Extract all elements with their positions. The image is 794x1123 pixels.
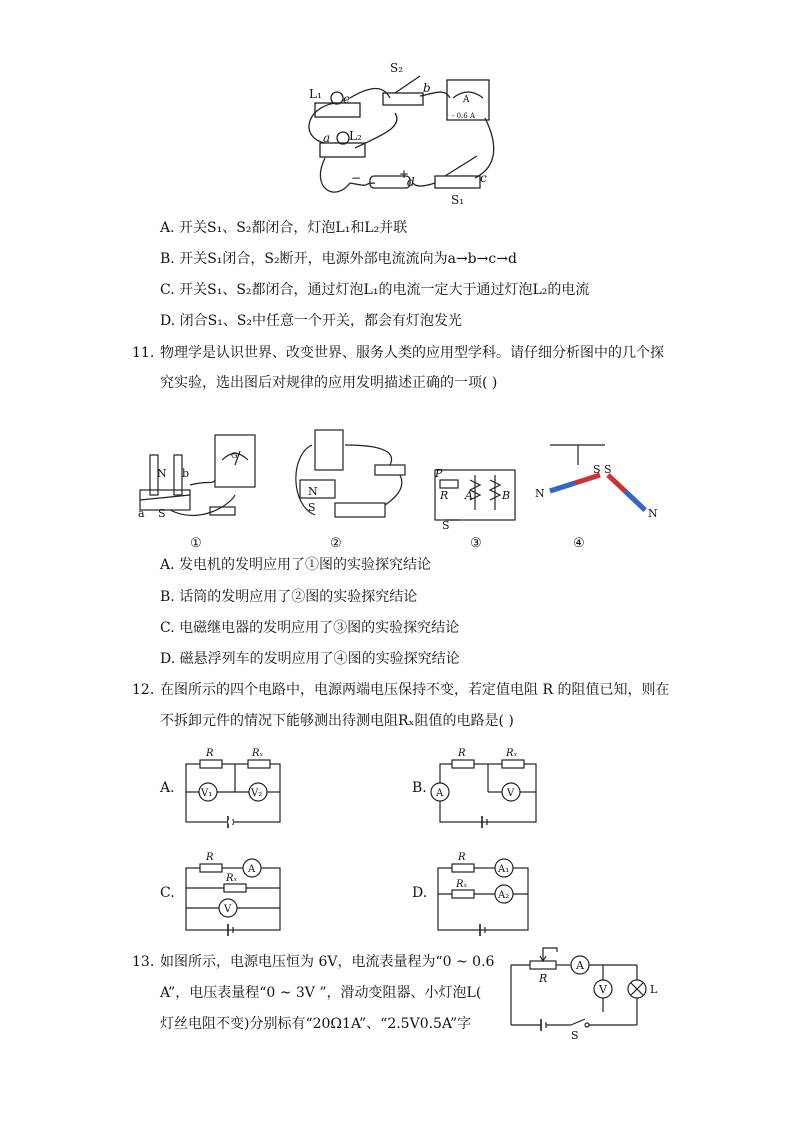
label-b3: B xyxy=(502,489,511,502)
q13-number: 13. xyxy=(132,954,155,970)
q12-stem-line1: 在图所示的四个电路中，电源两端电压保持不变，若定值电阻 R 的阻值已知，则在 xyxy=(160,682,670,698)
label-r: R xyxy=(458,748,466,759)
label-a: a xyxy=(323,131,331,145)
label-a1: a xyxy=(138,507,145,520)
label-v1: V₁ xyxy=(201,788,213,799)
option-text: 开关S₁、S₂都闭合，通过灯泡L₁的电流一定大于通过灯泡L₂的电流 xyxy=(179,282,590,298)
label-a: A xyxy=(248,864,256,875)
label-s2: S xyxy=(308,501,316,514)
caption-1: ① xyxy=(190,536,202,551)
label-rx: Rₓ xyxy=(506,748,518,759)
option-letter: D. xyxy=(160,651,176,667)
label-l: L xyxy=(650,983,658,996)
caption-4: ④ xyxy=(573,536,585,551)
label-a: A xyxy=(436,788,444,799)
label-e: e xyxy=(343,92,351,106)
label-v: V xyxy=(224,904,232,915)
label-minus: − xyxy=(351,171,362,185)
q10-circuit-figure xyxy=(295,58,505,208)
caption-2: ② xyxy=(330,536,342,551)
label-v: V xyxy=(599,983,607,996)
label-s2: S₂ xyxy=(390,61,404,75)
label-v: V xyxy=(507,788,515,799)
label-plus: + xyxy=(399,167,410,181)
q12-option-a-letter[interactable]: A. xyxy=(160,780,175,796)
label-a3: A xyxy=(465,489,473,502)
option-letter: D. xyxy=(160,313,176,329)
q10-option-b[interactable] xyxy=(160,249,517,269)
label-s3: S xyxy=(442,519,450,532)
q11-option-a[interactable] xyxy=(160,555,431,575)
option-text: 开关S₁、S₂都闭合，灯泡L₁和L₂并联 xyxy=(179,220,408,236)
q13-stem-line1: 如图所示，电源电压恒为 6V，电流表量程为“0 ~ 0.6 xyxy=(160,954,495,970)
label-r: R xyxy=(539,972,548,985)
option-letter: B. xyxy=(160,251,175,267)
q13-stem-line2: A”，电压表量程“0 ~ 3V ”，滑动变阻器、小灯泡L( xyxy=(160,985,482,1001)
label-b1: b xyxy=(182,467,190,480)
q11-option-b[interactable] xyxy=(160,587,417,607)
option-letter: C. xyxy=(160,620,175,636)
label-v2: V₂ xyxy=(251,788,263,799)
q13-circuit-figure xyxy=(505,940,665,1040)
label-b: b xyxy=(423,81,431,95)
q10-option-a[interactable] xyxy=(160,218,407,238)
label-l2: L₂ xyxy=(349,129,362,143)
label-g: G xyxy=(231,451,238,460)
q13-stem-line3: 灯丝电阻不变)分别标有“20Ω1A”、“2.5V0.5A”字 xyxy=(160,1016,472,1032)
option-text: 闭合S₁、S₂中任意一个开关，都会有灯泡发光 xyxy=(179,313,463,329)
label-rx: Rₓ xyxy=(226,873,238,884)
label-a1: A₁ xyxy=(498,864,510,875)
label-c: c xyxy=(480,171,487,185)
label-rx: Rₓ xyxy=(252,748,264,759)
q11-number: 11. xyxy=(132,345,155,361)
label-d: d xyxy=(407,175,415,189)
label-l1: L₁ xyxy=(309,87,322,101)
q11-figures xyxy=(130,425,670,555)
label-s1: S xyxy=(158,507,166,520)
q12-circuit-a xyxy=(180,742,290,832)
label-r: R xyxy=(206,748,214,759)
option-letter: B. xyxy=(160,589,175,605)
label-meter: A xyxy=(463,95,470,105)
q10-option-c[interactable] xyxy=(160,280,589,300)
label-s1: S₁ xyxy=(451,193,465,207)
option-text: 发电机的发明应用了①图的实验探究结论 xyxy=(179,557,432,573)
option-letter: C. xyxy=(160,282,175,298)
q12-stem-line2: 不拆卸元件的情况下能够测出待测电阻Rₓ阻值的电路是( ) xyxy=(160,713,514,729)
q12-option-b-letter[interactable]: B. xyxy=(412,780,427,796)
q11-option-c[interactable] xyxy=(160,618,459,638)
label-r: R xyxy=(458,852,466,863)
label-ss: S S xyxy=(593,463,612,476)
q12-option-d-letter[interactable]: D. xyxy=(412,885,428,901)
q12-number: 12. xyxy=(132,682,155,698)
label-r: R xyxy=(206,852,214,863)
label-n1: N xyxy=(157,467,167,480)
option-text: 开关S₁闭合，S₂断开，电源外部电流流向为a→b→c→d xyxy=(179,251,517,267)
label-a: A xyxy=(576,959,584,972)
label-p: P xyxy=(435,467,443,480)
q12-circuit-d xyxy=(430,846,540,938)
q11-stem-line1: 物理学是认识世界、改变世界、服务人类的应用型学科。请仔细分析图中的几个探 xyxy=(160,345,664,361)
option-letter: A. xyxy=(160,557,175,573)
label-meter-range: - 0.6 A xyxy=(452,112,476,120)
label-n4a: N xyxy=(535,487,545,500)
label-n4b: N xyxy=(648,507,658,520)
option-text: 电磁继电器的发明应用了③图的实验探究结论 xyxy=(179,620,460,636)
q11-option-d[interactable] xyxy=(160,649,460,669)
label-s: S xyxy=(571,1029,579,1040)
label-rx: Rₓ xyxy=(456,879,468,890)
q12-option-c-letter[interactable]: C. xyxy=(160,885,175,901)
caption-3: ③ xyxy=(470,536,482,551)
option-text: 话筒的发明应用了②图的实验探究结论 xyxy=(179,589,418,605)
q11-stem-line2: 究实验，选出图后对规律的应用发明描述正确的一项( ) xyxy=(160,375,498,391)
q12-circuit-c xyxy=(180,846,290,938)
q12-circuit-b xyxy=(430,742,545,832)
label-a2: A₂ xyxy=(498,890,510,901)
option-letter: A. xyxy=(160,220,175,236)
label-r: R xyxy=(440,489,449,502)
q10-option-d[interactable] xyxy=(160,311,462,331)
option-text: 磁悬浮列车的发明应用了④图的实验探究结论 xyxy=(179,651,460,667)
label-n2: N xyxy=(308,485,318,498)
